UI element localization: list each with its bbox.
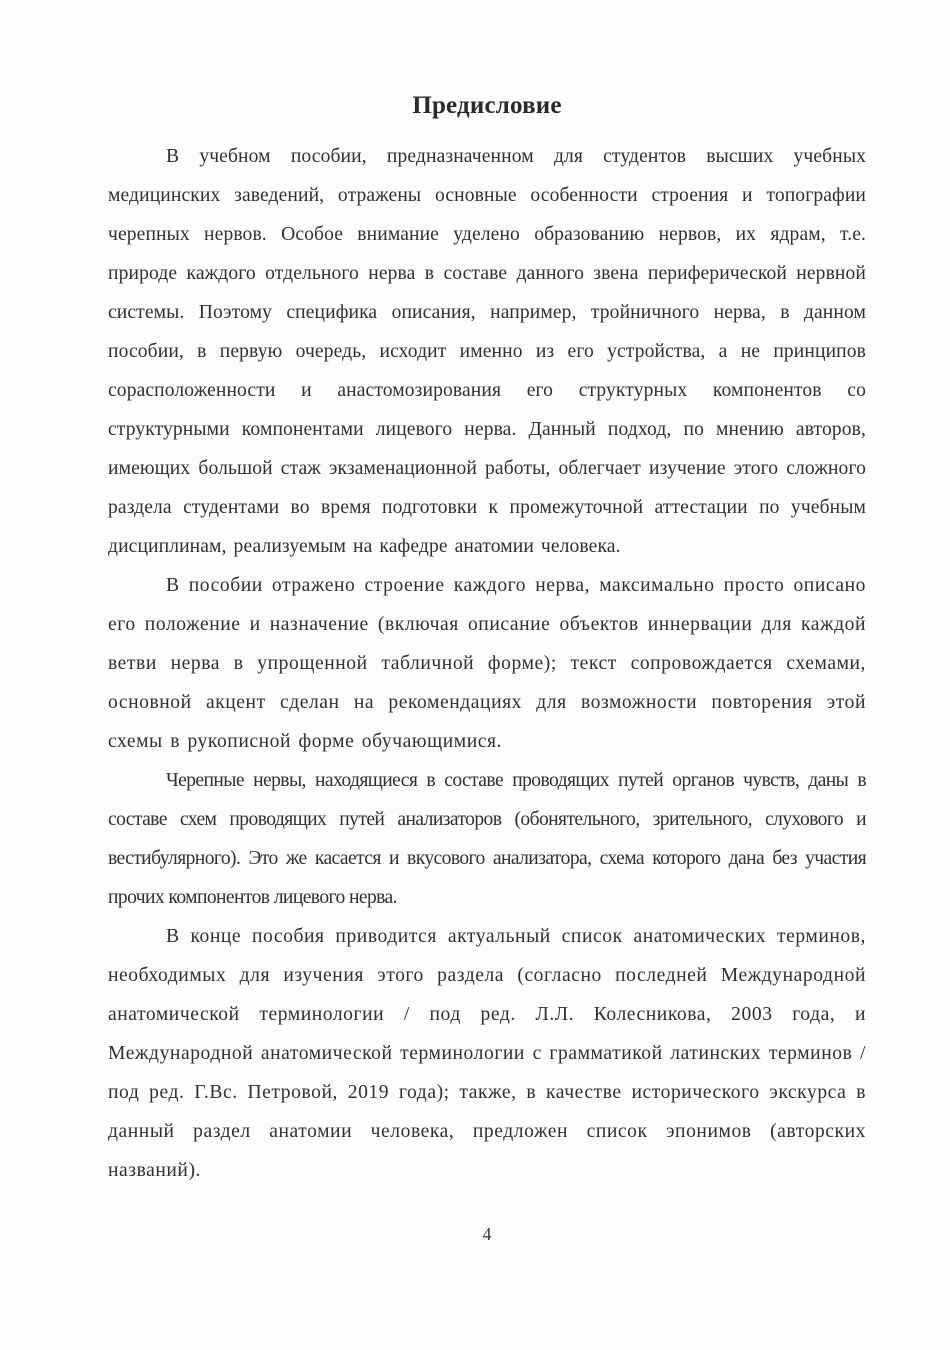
paragraph: В конце пособия приводится актуальный список анатомических терминов, необходимых для изучения этого раздела (согласно последней Международной анатомической терминологии / под ред. Л.Л. Колесникова, 2003 года, и Международной анатомической терминологии с грамматикой латинских терминов / под ред. Г.Вс. Петровой, 2019 года); также, в качестве исторического экскурса в данный раздел анатомии человека, предложен список эпонимов (авторских названий). (108, 926, 866, 1181)
paragraph: Черепные нервы, находящиеся в составе проводящих путей органов чувств, даны в составе схем проводящих путей анализаторов (обонятельного, зрительного, слухового и вестибулярного). Это же касается и вкусового анализатора, схема которого дана без участия прочих компонентов лицевого нерва. (108, 770, 866, 908)
body-text (108, 137, 866, 1190)
paragraph: В учебном пособии, предназначенном для студентов высших учебных медицинских заведений, отражены основные особенности строения и топографии черепных нервов. Особое внимание уделено образованию нервов, их ядрам, т.е. природе каждого отдельного нерва в составе данного звена периферической нервной системы. Поэтому специфика описания, например, тройничного нерва, в данном пособии, в первую очередь, исходит именно из его устройства, а не принципов сорасположенности и анастомозирования его структурных компонентов со структурными компонентами лицевого нерва. Данный подход, по мнению авторов, имеющих большой стаж экзаменационной работы, облегчает изучение этого сложного раздела студентами во время подготовки к промежуточной аттестации по учебным дисциплинам, реализуемым на кафедре анатомии человека. (108, 146, 866, 557)
page-number: 4 (482, 1224, 492, 1244)
paragraph: В пособии отражено строение каждого нерва, максимально просто описано его положение и назначение (включая описание объектов иннервации для каждой ветви нерва в упрощенной табличной форме); текст сопровождается схемами, основной акцент сделан на рекомендациях для возможности повторения этой схемы в рукописной форме обучающимися. (108, 575, 866, 752)
page-title: Предисловие (412, 92, 562, 119)
